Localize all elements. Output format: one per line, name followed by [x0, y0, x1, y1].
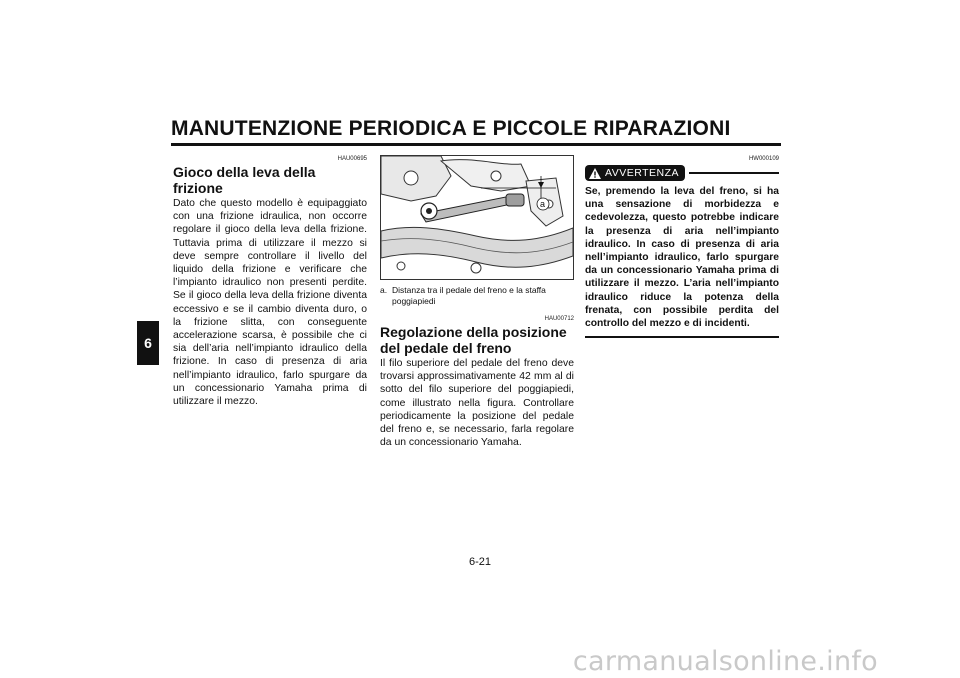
header-rule: [171, 143, 781, 146]
watermark: carmanualsonline.info: [572, 646, 878, 677]
warning-badge: [585, 165, 685, 181]
figure-label: a: [540, 199, 546, 209]
warning-triangle-icon: [589, 168, 601, 179]
warning-rule: [689, 172, 779, 174]
section-code: HAU00712: [544, 316, 574, 322]
warning-header: [585, 165, 779, 181]
caption-text: Distanza tra il pedale del freno e la staffa poggiapiedi: [392, 285, 546, 306]
brake-pedal-figure: [380, 155, 574, 280]
section-body: Il filo superiore del pedale del freno deve trovarsi approssimativamente 42 mm al di sotto del filo superiore del poggiapiedi, come illustrato nella figura. Controllare periodicamente la posizione del pedale del freno e, se necessario, farla regolare da un concessionario Yamaha.: [380, 358, 574, 449]
column-clutch: [173, 155, 367, 408]
column-warning: [585, 155, 779, 338]
section-heading: Regolazione della posizione del pedale del freno: [380, 324, 567, 356]
page-header: [171, 117, 781, 146]
section-heading: Gioco della leva della frizione: [173, 164, 316, 196]
caption-letter: a.: [380, 285, 388, 295]
page-title: MANUTENZIONE PERIODICA E PICCOLE RIPARAZIONI: [171, 117, 731, 140]
warning-end-rule: [585, 336, 779, 338]
column-brake-pedal: [380, 155, 574, 449]
section-body: Dato che questo modello è equipaggiato con una frizione idraulica, non occorre regolare il gioco della leva della frizione. Tuttavia prima di utilizzare il mezzo si deve sempre controllare il livello del liquido della frizione e verificare che l’impianto idraulico non presenti perdite. Se il gioco della leva della frizione diventa eccessivo e se il cambio diventa duro, o la frizione slitta, con conseguente accelerazione scarsa, è possibile che ci sia dell’aria nell’impianto idraulico della frizione. In caso di presenza di aria nell’impianto idraulico, farlo spurgare da un concessionario Yamaha prima di utilizzare il mezzo.: [173, 198, 367, 408]
warning-label: AVVERTENZA: [605, 167, 680, 179]
figure-caption: [380, 285, 574, 307]
chapter-tab: 6: [137, 321, 159, 365]
section-code: HAU00695: [337, 156, 367, 162]
warning-code: HW000109: [748, 156, 779, 162]
warning-text: Se, premendo la leva del freno, si ha una sensazione di morbidezza e cedevolezza, questo potrebbe indicare la presenza di aria nell’impianto idraulico. In caso di presenza di aria nell’impianto idraulico, farlo spurgare da un concessionario Yamaha prima di utilizzare il mezzo. L’aria nell’impianto idraulico riduce la potenza della frenata, con possibile perdita del controllo del mezzo e di incidenti.: [585, 186, 779, 330]
brake-pedal-illustration: [381, 156, 573, 279]
page-number: 6-21: [468, 556, 492, 568]
